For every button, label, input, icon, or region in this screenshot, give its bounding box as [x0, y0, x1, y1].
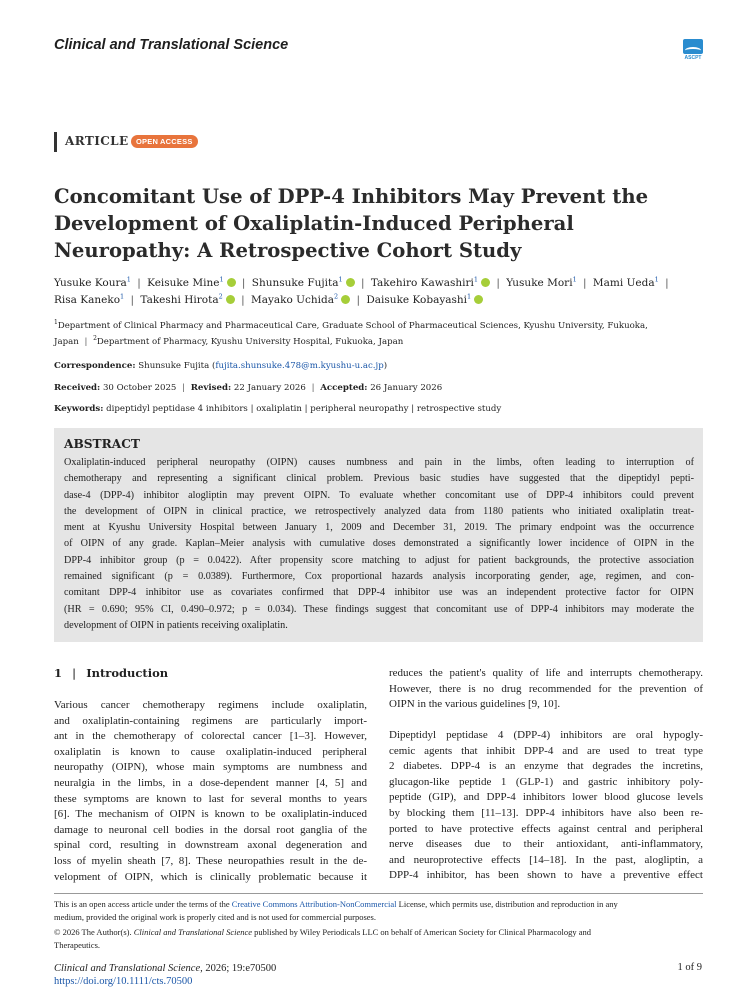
- author-list: [54, 275, 714, 309]
- author-affiliation-number: 1: [473, 275, 479, 284]
- author-separator: |: [353, 294, 364, 306]
- orcid-icon[interactable]: [474, 295, 483, 304]
- author-affiliation-number: 1: [654, 275, 659, 284]
- text-line: and oxaliplatin-containing regimens are particularly import-: [54, 714, 367, 727]
- affiliations: [54, 319, 694, 350]
- author-affiliation-number: 1: [572, 275, 577, 284]
- copyright-text: © 2026 The Author(s).: [54, 927, 134, 937]
- author-name: Yusuke Mori: [506, 277, 573, 289]
- text-line: glucagon-like peptide 1 (GLP-1) and gastric inhibitory poly-: [389, 775, 703, 788]
- text-line: nerve diseases due to their antioxidant, anti-inflammatory,: [389, 838, 703, 851]
- author-separator: |: [357, 277, 368, 289]
- orcid-icon[interactable]: [227, 278, 236, 287]
- author-name: Mayako Uchida: [250, 294, 335, 306]
- orcid-icon[interactable]: [341, 295, 350, 304]
- publisher-logo: [683, 39, 705, 63]
- author-separator: |: [133, 277, 145, 289]
- affiliation-number: 1: [54, 319, 58, 327]
- orcid-icon[interactable]: [346, 278, 355, 287]
- orcid-icon[interactable]: [226, 295, 235, 304]
- copyright-journal: Clinical and Translational Science: [133, 927, 253, 937]
- text-line: cemic agents that inhibit DPP-4 and are used to treat type: [389, 744, 703, 757]
- text-line: OIPN in the various guidelines [9, 10].: [389, 698, 561, 711]
- author-affiliation-number: 1: [467, 292, 472, 301]
- article-type-bar: [54, 132, 57, 152]
- author-name: Yusuke Koura: [54, 277, 127, 289]
- text-line: reduces the patient's quality of life and interrupts chemotherapy.: [389, 667, 703, 679]
- author-name: Shunsuke Fujita: [251, 277, 339, 289]
- text-line: chemotherapy and representing a significant clinical problem. Previous basic studies have suggested that the dipeptidyl pepti-: [64, 473, 694, 485]
- author-separator: |: [493, 277, 504, 289]
- author-separator: |: [238, 277, 249, 289]
- publisher-logo-text: ASCPT: [684, 55, 702, 61]
- date-separator: |: [182, 383, 186, 393]
- footnote-rule: [54, 893, 703, 894]
- author-separator: |: [579, 277, 590, 289]
- affiliation-number: 2: [93, 334, 97, 342]
- text-line: Various cancer chemotherapy regimens include oxaliplatin,: [54, 699, 367, 711]
- text-line: development of OIPN in patients receiving oxaliplatin.: [64, 619, 288, 631]
- text-line: ant in the chemotherapy of colorectal cancer [1–3]. However,: [54, 730, 367, 743]
- right-column-para-1: [389, 666, 703, 713]
- received-label: Received:: [54, 383, 101, 393]
- text-line: (HR = 0.690; 95% CI, 0.490–0.972; p = 0.034). These findings suggest that concomitant use of DPP-4 inhibitors may moderate the: [64, 603, 694, 615]
- text-line: by blocking them [11–13]. DPP-4 inhibitors have also been re-: [389, 806, 703, 819]
- license-text-post: License, which permits use, distribution and reproduction in any: [396, 899, 618, 909]
- text-line: neuropathy (OIPN), whose main symptoms are numbness and: [54, 761, 367, 774]
- license-text-line2: medium, provided the original work is properly cited and is not used for commercial purposes.: [54, 912, 376, 923]
- section-number: 1: [54, 666, 63, 680]
- section-title: Introduction: [86, 666, 169, 680]
- accepted-label: Accepted:: [320, 383, 368, 393]
- abstract-text: [64, 455, 694, 634]
- article-title: Concomitant Use of DPP-4 Inhibitors May Prevent the Development of Oxaliplatin-Induced Peripheral Neuropathy: A Retrospective Cohort Study: [54, 185, 649, 262]
- copyright-text-line2: Therapeutics.: [54, 940, 101, 951]
- license-note: [54, 898, 703, 925]
- license-text: This is an open access article under the terms of the: [54, 899, 232, 909]
- text-line: oxaliplatin is known to cause oxaliplatin-induced peripheral: [54, 745, 367, 758]
- author-affiliation-number: 1: [338, 275, 343, 284]
- copyright-note: [54, 926, 703, 953]
- author-affiliation-number: 1: [219, 275, 224, 284]
- left-column-body: [54, 698, 367, 885]
- section-heading-introduction: [54, 666, 168, 680]
- revised-date: 22 January 2026: [233, 383, 306, 393]
- text-line: and neuroprotective effects [14–18]. In the past, alogliptin, a: [389, 853, 703, 866]
- correspondence-label: Correspondence:: [54, 361, 136, 371]
- text-line: 2 diabetes. DPP-4 is an enzyme that degrades the incretins,: [389, 760, 703, 773]
- text-line: Oxaliplatin-induced peripheral neuropathy (OIPN) causes numbness and pain in the limbs, often leading to interruption of: [64, 457, 694, 468]
- affiliation-2: Department of Pharmacy, Kyushu University Hospital, Fukuoka, Japan: [96, 336, 404, 347]
- date-separator: |: [311, 383, 315, 393]
- author-affiliation-number: 2: [334, 292, 339, 301]
- text-line: dase-4 (DPP-4) inhibitor alogliptin may prevent OIPN. To evaluate whether concomitant use of DPP-4 inhibitors could prevent: [64, 489, 694, 501]
- ascpt-logo-icon: [683, 39, 703, 54]
- text-line: However, there is no drug recommended for the prevention of: [389, 682, 703, 695]
- affiliation-separator: |: [81, 336, 91, 347]
- author-line-2: [54, 292, 714, 309]
- text-line: the development of OIPN in clinical practice, we retrospectively analyzed data from 1180 patients who initiated oxaliplatin treat-: [64, 505, 694, 517]
- correspondence: Correspondence: Shunsuke Fujita (fujita.shunsuke.478@m.kyushu-u.ac.jp): [54, 361, 388, 371]
- abstract-heading: ABSTRACT: [64, 437, 140, 451]
- article-dates: [54, 383, 442, 393]
- author-name: Risa Kaneko: [54, 294, 121, 306]
- text-line: these symptoms are known to last for several months to years: [54, 792, 367, 805]
- open-access-badge: OPEN ACCESS: [131, 135, 198, 148]
- author-affiliation-number: 2: [218, 292, 223, 301]
- accepted-date: 26 January 2026: [370, 383, 443, 393]
- copyright-text-post: published by Wiley Periodicals LLC on behalf of American Society for Clinical Pharmacology and: [252, 927, 591, 937]
- license-link[interactable]: Creative Commons Attribution-NonCommercial: [231, 899, 397, 909]
- author-name: Takeshi Hirota: [140, 294, 219, 306]
- received-date: 30 October 2025: [102, 383, 177, 393]
- author-name: Daisuke Kobayashi: [366, 294, 468, 306]
- author-name: Mami Ueda: [592, 277, 655, 289]
- author-name: Takehiro Kawashiri: [370, 277, 474, 289]
- correspondence-email-link[interactable]: fujita.shunsuke.478@m.kyushu-u.ac.jp: [215, 361, 384, 371]
- author-line-1: [54, 275, 714, 292]
- affiliation-1-cont: Japan: [54, 336, 79, 347]
- text-line: remained significant (p = 0.0389). Furthermore, Cox proportional hazards analysis incorporating gender, age, regimen, and con-: [64, 571, 694, 583]
- text-line: ported to have protective effects against central and peripheral: [389, 822, 703, 835]
- text-line: neuralgia in the limbs, in a dose-dependent manner [4, 5] and: [54, 776, 367, 789]
- text-line: ment at Kyushu University Hospital between January 1, 2009 and December 31, 2019. The primary endpoint was the occurrence: [64, 522, 694, 534]
- text-line: loss of myelin sheath [7, 8]. These neuropathies result in the de-: [54, 854, 367, 867]
- affiliation-1: Department of Clinical Pharmacy and Pharmaceutical Care, Graduate School of Pharmaceutical Sciences, Kyushu University, Fukuoka,: [57, 321, 648, 331]
- doi-link[interactable]: https://doi.org/10.1111/cts.70500: [54, 976, 193, 987]
- journal-title: Clinical and Translational Science: [54, 37, 289, 53]
- author-separator: |: [237, 294, 248, 306]
- right-column-para-2: [389, 728, 703, 884]
- footer-journal: Clinical and Translational Science,: [54, 963, 203, 974]
- text-line: comitant DPP-4 inhibitor use as covariates confirmed that DPP-4 inhibitor use was an independent protective factor for OIPN: [64, 587, 694, 599]
- page-number: 1 of 9: [677, 962, 702, 973]
- text-line: damage to neuronal cell bodies in the dorsal root ganglia of the: [54, 823, 367, 836]
- text-line: of OIPN of any grade. Kaplan–Meier analysis with cumulative doses demonstrated a significantly lower incidence of OIPN in the: [64, 538, 694, 550]
- text-line: DPP-4 inhibitor group (p = 0.0422). After propensity score matching to adjust for patient backgrounds, the protective association: [64, 554, 694, 566]
- author-affiliation-number: 1: [126, 275, 131, 284]
- section-divider: |: [72, 666, 77, 680]
- author-separator: |: [661, 277, 669, 289]
- text-line: [6]. The mechanism of OIPN is known to be oxaliplatin-induced: [54, 808, 367, 821]
- text-line: spinal cord, resulting in downstream axonal degeneration and: [54, 839, 367, 852]
- text-line: velopment of OIPN, which is clinically problematic because it: [54, 870, 367, 883]
- footer-volume: 2026; 19:e70500: [202, 963, 277, 974]
- text-line: DPP-4 inhibitor, has been shown to have a preventive effect: [389, 869, 703, 882]
- text-line: peptide (GIP), and DPP-4 inhibitors lower blood glucose levels: [389, 791, 703, 804]
- revised-label: Revised:: [190, 383, 232, 393]
- text-line: Dipeptidyl peptidase 4 (DPP-4) inhibitors are oral hypogly-: [389, 729, 703, 741]
- article-type: ARTICLE: [65, 134, 129, 148]
- correspondence-name: Shunsuke Fujita: [138, 361, 210, 371]
- author-separator: |: [127, 294, 138, 306]
- author-name: Keisuke Mine: [147, 277, 220, 289]
- author-affiliation-number: 1: [120, 292, 125, 301]
- keywords-text: dipeptidyl peptidase 4 inhibitors | oxaliplatin | peripheral neuropathy | retrospective study: [106, 404, 502, 414]
- keywords: [54, 404, 501, 414]
- orcid-icon[interactable]: [481, 278, 490, 287]
- keywords-label: Keywords:: [54, 404, 104, 414]
- footer-citation: [54, 962, 276, 988]
